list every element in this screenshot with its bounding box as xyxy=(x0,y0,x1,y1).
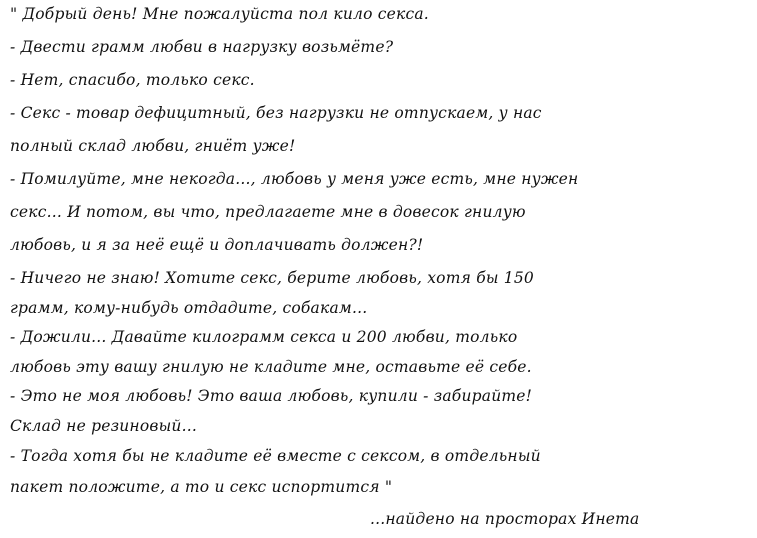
text-line-1: " Добрый день! Мне пожалуйста пол кило секса. xyxy=(10,5,429,23)
signature: ...найдено на просторах Инета xyxy=(370,510,640,528)
text-line-2: - Двести грамм любви в нагрузку возьмёте? xyxy=(10,38,394,56)
text-line-10: грамм, кому-нибудь отдадите, собакам... xyxy=(10,299,368,317)
text-line-5: полный склад любви, гниёт уже! xyxy=(10,137,296,155)
text-line-7: секс... И потом, вы что, предлагаете мне в довесок гнилую xyxy=(10,203,526,221)
text-line-15: - Тогда хотя бы не кладите её вместе с сексом, в отдельный xyxy=(10,447,541,465)
text-line-8: любовь, и я за неё ещё и доплачивать должен?! xyxy=(10,236,424,254)
text-line-14: Склад не резиновый... xyxy=(10,417,197,435)
text-line-4: - Секс - товар дефицитный, без нагрузки не отпускаем, у нас xyxy=(10,104,542,122)
text-line-6: - Помилуйте, мне некогда..., любовь у меня уже есть, мне нужен xyxy=(10,170,579,188)
text-line-16: пакет положите, а то и секс испортится " xyxy=(10,478,393,496)
text-line-11: - Дожили... Давайте килограмм секса и 200 любви, только xyxy=(10,328,518,346)
text-line-9: - Ничего не знаю! Хотите секс, берите любовь, хотя бы 150 xyxy=(10,269,534,287)
text-line-12: любовь эту вашу гнилую не кладите мне, оставьте её себе. xyxy=(10,358,532,376)
text-line-13: - Это не моя любовь! Это ваша любовь, купили - забирайте! xyxy=(10,387,533,405)
text-line-3: - Нет, спасибо, только секс. xyxy=(10,71,255,89)
